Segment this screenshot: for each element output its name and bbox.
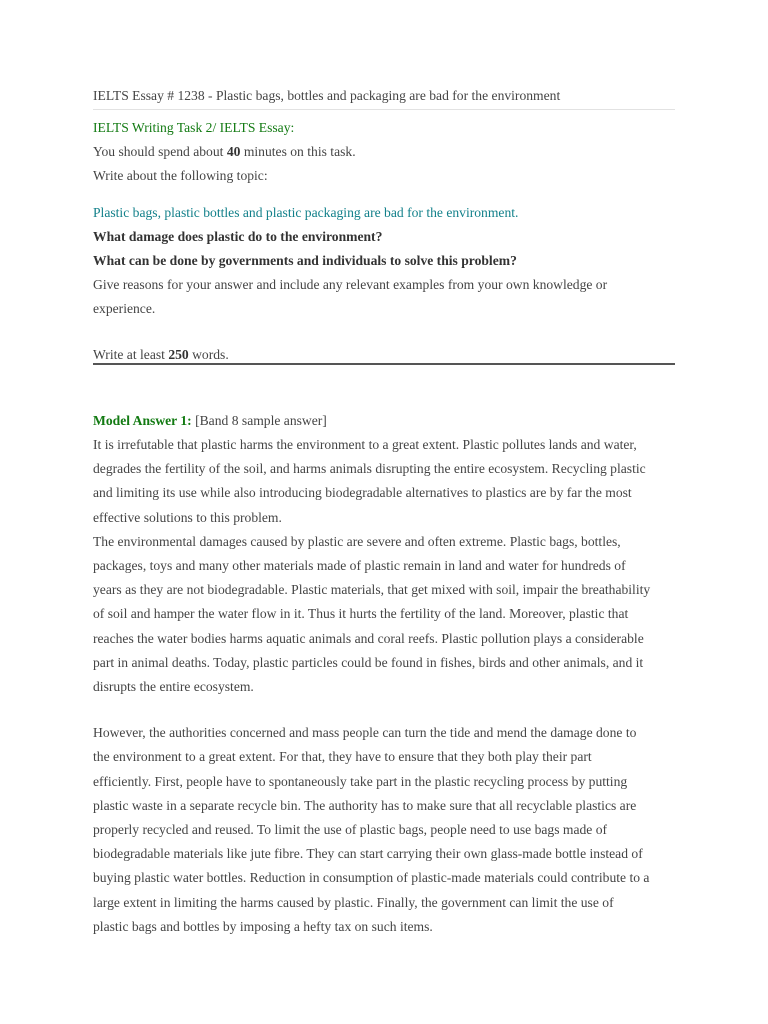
- paragraph-line: of soil and hamper the water flow in it. Thus it hurts the fertility of the land. Moreover, plastic that: [93, 606, 629, 622]
- answer-paragraph-2: [93, 530, 675, 699]
- task-reasons-line-2: experience.: [93, 301, 156, 316]
- word-count-pre: Write at least: [93, 347, 169, 362]
- task-time-minutes: 40: [226, 144, 241, 159]
- answer-paragraph-3: [93, 721, 675, 939]
- paragraph-line: and limiting its use while also introducing biodegradable alternatives to plastics are by far the most: [93, 485, 632, 501]
- task-time-pre: You should spend about: [93, 144, 227, 159]
- answer-paragraph-1: [93, 433, 675, 530]
- task-reasons-line-1: Give reasons for your answer and include any relevant examples from your own knowledge or: [93, 277, 608, 292]
- page-title: IELTS Essay # 1238 - Plastic bags, bottles and packaging are bad for the environment: [93, 86, 675, 110]
- word-count-number: 250: [168, 347, 189, 362]
- task-heading: IELTS Writing Task 2/ IELTS Essay:: [93, 120, 295, 135]
- model-answer-heading: [93, 409, 675, 433]
- task-prompt: [93, 201, 675, 321]
- paragraph-line: degrades the fertility of the soil, and harms animals disrupting the entire ecosystem. Recycling plastic: [93, 461, 646, 477]
- paragraph-line: plastic waste in a separate recycle bin. The authority has to make sure that all recyclable plastics are: [93, 797, 637, 813]
- paragraph-line: biodegradable materials like jute fibre. They can start carrying their own glass-made bottle instead of: [93, 846, 643, 862]
- paragraph-line: disrupts the entire ecosystem.: [93, 679, 254, 695]
- task-time-post: minutes on this task.: [240, 144, 356, 159]
- paragraph-line: properly recycled and reused. To limit the use of plastic bags, people need to use bags made of: [93, 822, 608, 838]
- section-divider: [93, 363, 675, 365]
- model-answer-label: Model Answer 1:: [93, 413, 192, 428]
- paragraph-line: plastic bags and bottles by imposing a hefty tax on such items.: [93, 918, 433, 934]
- paragraph-line: It is irrefutable that plastic harms the environment to a great extent. Plastic pollutes lands and water,: [93, 437, 637, 452]
- task-instruction: Write about the following topic:: [93, 168, 268, 183]
- paragraph-line: the environment to a great extent. For that, they have to ensure that they both play their part: [93, 749, 592, 765]
- paragraph-line: years as they are not biodegradable. Plastic materials, that get mixed with soil, impair the breathability: [93, 582, 651, 598]
- task-topic: Plastic bags, plastic bottles and plastic packaging are bad for the environment.: [93, 205, 519, 220]
- task-question-1: What damage does plastic do to the environment?: [93, 229, 383, 244]
- model-answer: [93, 409, 675, 939]
- paragraph-line: reaches the water bodies harms aquatic animals and coral reefs. Plastic pollution plays a considerable: [93, 630, 644, 646]
- task-section: [93, 116, 675, 188]
- task-question-2: What can be done by governments and individuals to solve this problem?: [93, 253, 517, 268]
- paragraph-line: part in animal deaths. Today, plastic particles could be found in fishes, birds and other animals, and it: [93, 654, 644, 670]
- paragraph-line: buying plastic water bottles. Reduction in consumption of plastic-made materials could contribute to a: [93, 870, 650, 886]
- paragraph-line: The environmental damages caused by plastic are severe and often extreme. Plastic bags, bottles,: [93, 533, 621, 549]
- task-time: [93, 140, 675, 164]
- word-count-post: words.: [188, 347, 229, 362]
- model-answer-band: [Band 8 sample answer]: [191, 413, 327, 428]
- paragraph-line: effective solutions to this problem.: [93, 509, 282, 525]
- paragraph-line: However, the authorities concerned and mass people can turn the tide and mend the damage done to: [93, 725, 637, 741]
- paragraph-line: large extent in limiting the harms caused by plastic. Finally, the government can limit the use of: [93, 894, 614, 910]
- paragraph-line: efficiently. First, people have to spontaneously take part in the plastic recycling process by putting: [93, 773, 628, 789]
- paragraph-line: packages, toys and many other materials made of plastic remain in land and water for hundreds of: [93, 558, 626, 574]
